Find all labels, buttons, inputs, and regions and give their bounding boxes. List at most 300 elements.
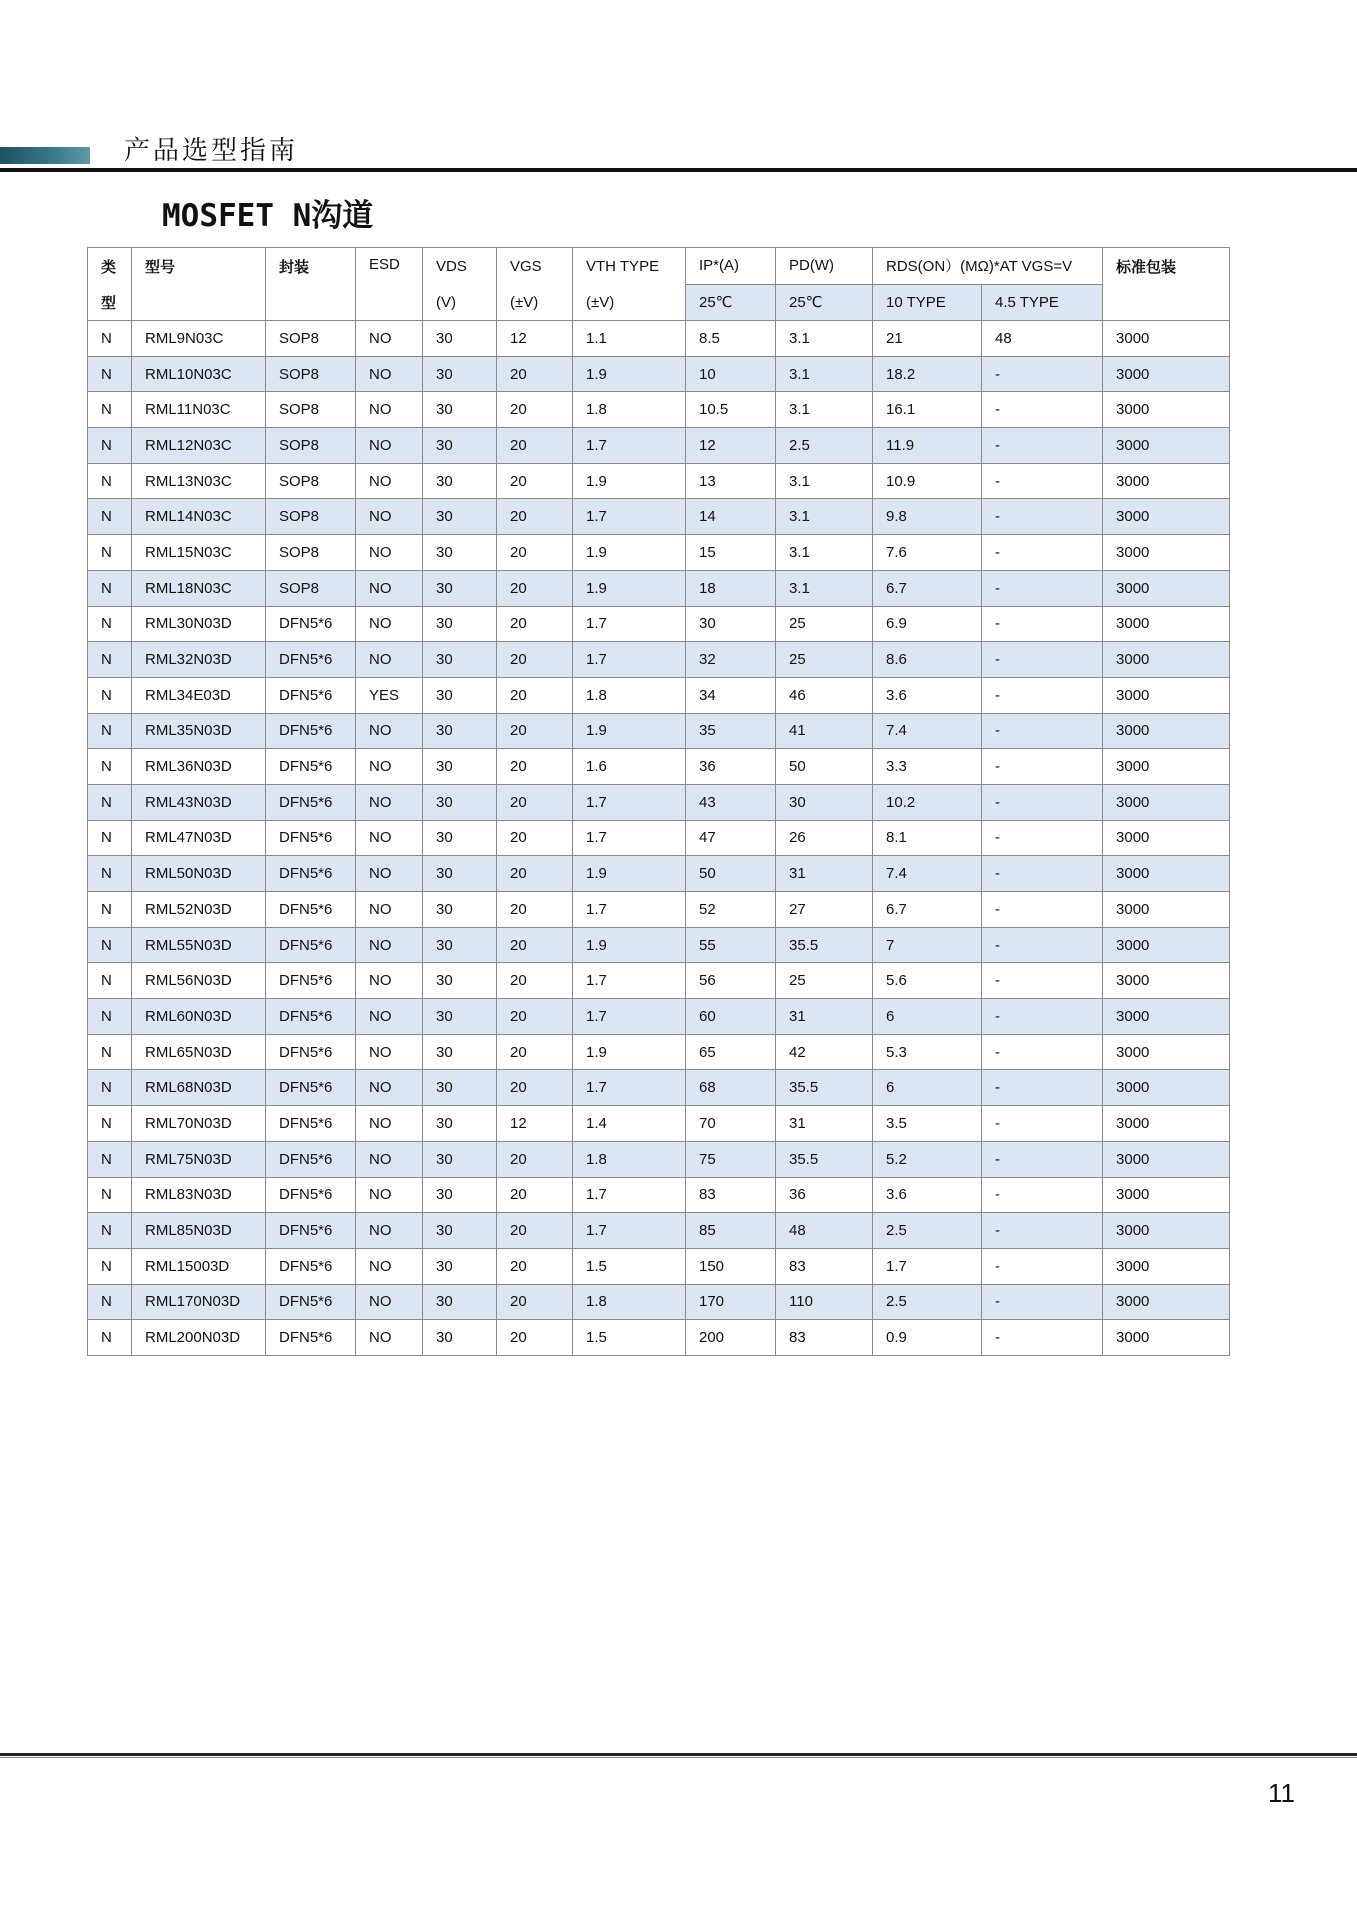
cell-std-pack: 3000 — [1103, 535, 1230, 571]
table-row — [88, 713, 1230, 749]
cell-esd: NO — [356, 321, 423, 357]
cell-model: RML170N03D — [132, 1284, 266, 1320]
cell-model: RML35N03D — [132, 713, 266, 749]
cell-model: RML68N03D — [132, 1070, 266, 1106]
cell-pd: 31 — [776, 1106, 873, 1142]
table-row — [88, 1141, 1230, 1177]
col-std-pack-header: 标准包装 — [1103, 248, 1230, 321]
cell-vgs: 20 — [497, 1177, 573, 1213]
cell-pd: 3.1 — [776, 463, 873, 499]
cell-rds-10: 10.9 — [873, 463, 982, 499]
col-esd-header: ESD — [356, 248, 423, 321]
cell-rds-45: - — [982, 463, 1103, 499]
cell-vth: 1.9 — [573, 356, 686, 392]
cell-esd: NO — [356, 1141, 423, 1177]
cell-pd: 25 — [776, 642, 873, 678]
cell-ip: 14 — [686, 499, 776, 535]
cell-rds-10: 5.6 — [873, 963, 982, 999]
cell-pd: 46 — [776, 677, 873, 713]
cell-vth: 1.7 — [573, 428, 686, 464]
cell-ip: 150 — [686, 1248, 776, 1284]
cell-pd: 31 — [776, 856, 873, 892]
col-model-header: 型号 — [132, 248, 266, 321]
cell-rds-45: - — [982, 1320, 1103, 1356]
col-pd-header: PD(W) — [776, 248, 873, 285]
cell-type: N — [88, 963, 132, 999]
cell-ip: 52 — [686, 892, 776, 928]
cell-rds-10: 6.7 — [873, 892, 982, 928]
cell-esd: NO — [356, 784, 423, 820]
cell-vds: 30 — [423, 321, 497, 357]
cell-package: DFN5*6 — [266, 606, 356, 642]
cell-vgs: 20 — [497, 1141, 573, 1177]
cell-vgs: 20 — [497, 784, 573, 820]
cell-ip: 13 — [686, 463, 776, 499]
cell-rds-45: - — [982, 1034, 1103, 1070]
cell-vth: 1.7 — [573, 999, 686, 1035]
cell-model: RML30N03D — [132, 606, 266, 642]
table-row — [88, 749, 1230, 785]
cell-vgs: 20 — [497, 749, 573, 785]
cell-vds: 30 — [423, 927, 497, 963]
cell-pd: 25 — [776, 606, 873, 642]
cell-model: RML10N03C — [132, 356, 266, 392]
cell-ip: 35 — [686, 713, 776, 749]
cell-vds: 30 — [423, 1320, 497, 1356]
cell-package: DFN5*6 — [266, 927, 356, 963]
cell-rds-10: 7.6 — [873, 535, 982, 571]
cell-vth: 1.8 — [573, 1284, 686, 1320]
table-row — [88, 927, 1230, 963]
cell-vgs: 20 — [497, 1284, 573, 1320]
cell-type: N — [88, 677, 132, 713]
cell-std-pack: 3000 — [1103, 1070, 1230, 1106]
cell-esd: NO — [356, 713, 423, 749]
cell-vgs: 20 — [497, 428, 573, 464]
cell-esd: NO — [356, 999, 423, 1035]
cell-esd: NO — [356, 499, 423, 535]
table-row — [88, 570, 1230, 606]
cell-type: N — [88, 570, 132, 606]
cell-type: N — [88, 1106, 132, 1142]
cell-package: SOP8 — [266, 535, 356, 571]
cell-type: N — [88, 749, 132, 785]
cell-vgs: 20 — [497, 999, 573, 1035]
table-row — [88, 606, 1230, 642]
cell-rds-45: - — [982, 642, 1103, 678]
cell-pd: 30 — [776, 784, 873, 820]
cell-std-pack: 3000 — [1103, 356, 1230, 392]
col-rds-10-header: 10 TYPE — [873, 284, 982, 321]
cell-pd: 41 — [776, 713, 873, 749]
cell-vth: 1.1 — [573, 321, 686, 357]
cell-type: N — [88, 499, 132, 535]
cell-vth: 1.7 — [573, 1070, 686, 1106]
cell-package: DFN5*6 — [266, 1106, 356, 1142]
cell-rds-10: 0.9 — [873, 1320, 982, 1356]
cell-ip: 75 — [686, 1141, 776, 1177]
cell-vgs: 20 — [497, 570, 573, 606]
cell-vth: 1.7 — [573, 784, 686, 820]
cell-type: N — [88, 713, 132, 749]
cell-pd: 27 — [776, 892, 873, 928]
cell-std-pack: 3000 — [1103, 927, 1230, 963]
cell-vth: 1.5 — [573, 1320, 686, 1356]
cell-model: RML70N03D — [132, 1106, 266, 1142]
cell-std-pack: 3000 — [1103, 856, 1230, 892]
cell-esd: NO — [356, 963, 423, 999]
cell-model: RML52N03D — [132, 892, 266, 928]
cell-ip: 170 — [686, 1284, 776, 1320]
cell-vds: 30 — [423, 677, 497, 713]
cell-vgs: 20 — [497, 856, 573, 892]
cell-esd: NO — [356, 1070, 423, 1106]
cell-vgs: 20 — [497, 927, 573, 963]
cell-type: N — [88, 927, 132, 963]
cell-std-pack: 3000 — [1103, 784, 1230, 820]
cell-rds-10: 7.4 — [873, 713, 982, 749]
cell-std-pack: 3000 — [1103, 1213, 1230, 1249]
cell-pd: 31 — [776, 999, 873, 1035]
cell-pd: 2.5 — [776, 428, 873, 464]
cell-rds-10: 3.6 — [873, 677, 982, 713]
cell-vgs: 20 — [497, 606, 573, 642]
col-ip-header: IP*(A) — [686, 248, 776, 285]
cell-ip: 8.5 — [686, 321, 776, 357]
cell-vgs: 20 — [497, 1320, 573, 1356]
cell-vds: 30 — [423, 463, 497, 499]
cell-vds: 30 — [423, 1141, 497, 1177]
cell-std-pack: 3000 — [1103, 999, 1230, 1035]
table-row — [88, 856, 1230, 892]
cell-vgs: 20 — [497, 1070, 573, 1106]
cell-std-pack: 3000 — [1103, 1141, 1230, 1177]
cell-model: RML15003D — [132, 1248, 266, 1284]
col-vds-header: VDS — [423, 248, 497, 285]
cell-vgs: 20 — [497, 677, 573, 713]
col-vds-unit: (V) — [423, 284, 497, 321]
cell-model: RML47N03D — [132, 820, 266, 856]
cell-type: N — [88, 463, 132, 499]
cell-type: N — [88, 535, 132, 571]
cell-ip: 12 — [686, 428, 776, 464]
table-row — [88, 677, 1230, 713]
table-row — [88, 356, 1230, 392]
cell-model: RML75N03D — [132, 1141, 266, 1177]
cell-rds-10: 1.7 — [873, 1248, 982, 1284]
cell-vth: 1.7 — [573, 820, 686, 856]
cell-vth: 1.9 — [573, 713, 686, 749]
cell-model: RML11N03C — [132, 392, 266, 428]
cell-vth: 1.4 — [573, 1106, 686, 1142]
cell-vgs: 20 — [497, 1213, 573, 1249]
cell-package: DFN5*6 — [266, 677, 356, 713]
cell-rds-45: - — [982, 1070, 1103, 1106]
footer-rule — [0, 1753, 1357, 1756]
cell-std-pack: 3000 — [1103, 963, 1230, 999]
cell-type: N — [88, 1320, 132, 1356]
table-row — [88, 963, 1230, 999]
table-row — [88, 1070, 1230, 1106]
table-row — [88, 1177, 1230, 1213]
cell-esd: NO — [356, 392, 423, 428]
cell-type: N — [88, 892, 132, 928]
cell-esd: NO — [356, 820, 423, 856]
cell-vth: 1.8 — [573, 1141, 686, 1177]
cell-package: DFN5*6 — [266, 1034, 356, 1070]
cell-rds-45: - — [982, 392, 1103, 428]
cell-pd: 3.1 — [776, 321, 873, 357]
cell-vgs: 20 — [497, 713, 573, 749]
header-accent-bar — [0, 147, 90, 164]
table-row — [88, 1106, 1230, 1142]
cell-ip: 70 — [686, 1106, 776, 1142]
table-row — [88, 463, 1230, 499]
cell-model: RML50N03D — [132, 856, 266, 892]
cell-package: DFN5*6 — [266, 713, 356, 749]
cell-rds-10: 5.3 — [873, 1034, 982, 1070]
cell-package: DFN5*6 — [266, 1141, 356, 1177]
cell-vds: 30 — [423, 713, 497, 749]
cell-ip: 10.5 — [686, 392, 776, 428]
cell-vth: 1.7 — [573, 1213, 686, 1249]
table-row — [88, 892, 1230, 928]
cell-package: DFN5*6 — [266, 1177, 356, 1213]
cell-rds-10: 5.2 — [873, 1141, 982, 1177]
cell-vgs: 20 — [497, 463, 573, 499]
cell-esd: NO — [356, 356, 423, 392]
cell-esd: NO — [356, 642, 423, 678]
cell-model: RML9N03C — [132, 321, 266, 357]
cell-rds-45: - — [982, 1141, 1103, 1177]
cell-rds-10: 6.9 — [873, 606, 982, 642]
cell-type: N — [88, 642, 132, 678]
cell-rds-10: 18.2 — [873, 356, 982, 392]
cell-vgs: 20 — [497, 1248, 573, 1284]
table-row — [88, 499, 1230, 535]
cell-type: N — [88, 820, 132, 856]
cell-vth: 1.9 — [573, 535, 686, 571]
cell-vth: 1.7 — [573, 642, 686, 678]
cell-esd: NO — [356, 1177, 423, 1213]
cell-rds-45: - — [982, 963, 1103, 999]
cell-vds: 30 — [423, 642, 497, 678]
cell-rds-45: - — [982, 606, 1103, 642]
col-rds-header: RDS(ON）(MΩ)*AT VGS=V — [873, 248, 1103, 285]
cell-vds: 30 — [423, 1284, 497, 1320]
cell-type: N — [88, 321, 132, 357]
cell-std-pack: 3000 — [1103, 1284, 1230, 1320]
cell-model: RML36N03D — [132, 749, 266, 785]
cell-vds: 30 — [423, 1034, 497, 1070]
cell-rds-45: - — [982, 749, 1103, 785]
cell-rds-45: - — [982, 677, 1103, 713]
cell-rds-45: - — [982, 999, 1103, 1035]
cell-vth: 1.9 — [573, 570, 686, 606]
cell-model: RML14N03C — [132, 499, 266, 535]
cell-package: DFN5*6 — [266, 642, 356, 678]
cell-std-pack: 3000 — [1103, 428, 1230, 464]
cell-std-pack: 3000 — [1103, 1248, 1230, 1284]
table-row — [88, 1213, 1230, 1249]
cell-vth: 1.8 — [573, 392, 686, 428]
cell-ip: 32 — [686, 642, 776, 678]
page-number: 11 — [1268, 1778, 1295, 1808]
cell-vds: 30 — [423, 1070, 497, 1106]
header-rule — [0, 168, 1357, 172]
col-ip-unit: 25℃ — [686, 284, 776, 321]
cell-rds-10: 16.1 — [873, 392, 982, 428]
cell-esd: NO — [356, 892, 423, 928]
header-title: 产品选型指南 — [124, 136, 299, 166]
cell-vgs: 20 — [497, 963, 573, 999]
cell-std-pack: 3000 — [1103, 321, 1230, 357]
cell-ip: 34 — [686, 677, 776, 713]
cell-ip: 15 — [686, 535, 776, 571]
cell-rds-10: 2.5 — [873, 1213, 982, 1249]
cell-model: RML15N03C — [132, 535, 266, 571]
cell-rds-45: - — [982, 820, 1103, 856]
cell-type: N — [88, 999, 132, 1035]
table-row — [88, 1034, 1230, 1070]
cell-esd: NO — [356, 856, 423, 892]
cell-rds-45: - — [982, 856, 1103, 892]
cell-esd: NO — [356, 535, 423, 571]
cell-pd: 42 — [776, 1034, 873, 1070]
table-row — [88, 1248, 1230, 1284]
cell-pd: 48 — [776, 1213, 873, 1249]
cell-vds: 30 — [423, 392, 497, 428]
cell-vth: 1.7 — [573, 1177, 686, 1213]
cell-rds-10: 11.9 — [873, 428, 982, 464]
cell-vth: 1.7 — [573, 963, 686, 999]
cell-model: RML18N03C — [132, 570, 266, 606]
cell-esd: NO — [356, 749, 423, 785]
cell-ip: 65 — [686, 1034, 776, 1070]
table-row — [88, 428, 1230, 464]
cell-vds: 30 — [423, 1248, 497, 1284]
cell-esd: NO — [356, 1213, 423, 1249]
cell-rds-45: - — [982, 927, 1103, 963]
cell-vth: 1.7 — [573, 892, 686, 928]
cell-model: RML200N03D — [132, 1320, 266, 1356]
cell-std-pack: 3000 — [1103, 713, 1230, 749]
cell-vds: 30 — [423, 963, 497, 999]
table-row — [88, 784, 1230, 820]
cell-rds-10: 8.1 — [873, 820, 982, 856]
cell-ip: 83 — [686, 1177, 776, 1213]
table-row — [88, 999, 1230, 1035]
cell-esd: NO — [356, 1034, 423, 1070]
cell-package: DFN5*6 — [266, 820, 356, 856]
cell-ip: 36 — [686, 749, 776, 785]
cell-vgs: 20 — [497, 535, 573, 571]
cell-rds-10: 9.8 — [873, 499, 982, 535]
cell-pd: 110 — [776, 1284, 873, 1320]
page-title: MOSFET N沟道 — [162, 198, 374, 234]
col-type-header-2: 型 — [88, 284, 132, 321]
cell-type: N — [88, 1177, 132, 1213]
cell-pd: 3.1 — [776, 356, 873, 392]
cell-vds: 30 — [423, 1213, 497, 1249]
cell-package: SOP8 — [266, 321, 356, 357]
cell-esd: NO — [356, 927, 423, 963]
cell-pd: 3.1 — [776, 535, 873, 571]
cell-rds-10: 6 — [873, 999, 982, 1035]
table-row — [88, 392, 1230, 428]
cell-rds-10: 3.5 — [873, 1106, 982, 1142]
cell-esd: NO — [356, 1248, 423, 1284]
cell-rds-10: 10.2 — [873, 784, 982, 820]
cell-type: N — [88, 1248, 132, 1284]
cell-vds: 30 — [423, 749, 497, 785]
table-row — [88, 642, 1230, 678]
cell-ip: 55 — [686, 927, 776, 963]
cell-std-pack: 3000 — [1103, 749, 1230, 785]
table-row — [88, 535, 1230, 571]
col-vth-unit: (±V) — [573, 284, 686, 321]
cell-vgs: 20 — [497, 499, 573, 535]
cell-std-pack: 3000 — [1103, 392, 1230, 428]
cell-model: RML43N03D — [132, 784, 266, 820]
cell-vds: 30 — [423, 1106, 497, 1142]
cell-std-pack: 3000 — [1103, 892, 1230, 928]
table-header-row-1 — [88, 248, 1230, 285]
cell-vth: 1.9 — [573, 927, 686, 963]
cell-rds-10: 3.6 — [873, 1177, 982, 1213]
cell-vds: 30 — [423, 606, 497, 642]
cell-model: RML32N03D — [132, 642, 266, 678]
cell-rds-45: - — [982, 570, 1103, 606]
cell-package: SOP8 — [266, 463, 356, 499]
cell-vgs: 20 — [497, 356, 573, 392]
cell-ip: 68 — [686, 1070, 776, 1106]
cell-ip: 50 — [686, 856, 776, 892]
cell-vds: 30 — [423, 784, 497, 820]
cell-std-pack: 3000 — [1103, 1034, 1230, 1070]
col-vgs-header: VGS — [497, 248, 573, 285]
cell-pd: 26 — [776, 820, 873, 856]
cell-type: N — [88, 1034, 132, 1070]
cell-type: N — [88, 392, 132, 428]
cell-std-pack: 3000 — [1103, 606, 1230, 642]
cell-esd: NO — [356, 1106, 423, 1142]
cell-vds: 30 — [423, 820, 497, 856]
cell-package: DFN5*6 — [266, 1284, 356, 1320]
cell-std-pack: 3000 — [1103, 677, 1230, 713]
cell-ip: 43 — [686, 784, 776, 820]
cell-package: DFN5*6 — [266, 784, 356, 820]
cell-model: RML60N03D — [132, 999, 266, 1035]
cell-rds-45: - — [982, 356, 1103, 392]
cell-type: N — [88, 1141, 132, 1177]
cell-package: DFN5*6 — [266, 1320, 356, 1356]
cell-model: RML65N03D — [132, 1034, 266, 1070]
cell-esd: NO — [356, 606, 423, 642]
cell-pd: 35.5 — [776, 1070, 873, 1106]
cell-package: DFN5*6 — [266, 963, 356, 999]
cell-rds-45: - — [982, 1177, 1103, 1213]
cell-esd: NO — [356, 1320, 423, 1356]
cell-pd: 3.1 — [776, 499, 873, 535]
cell-std-pack: 3000 — [1103, 1320, 1230, 1356]
cell-ip: 10 — [686, 356, 776, 392]
cell-vth: 1.6 — [573, 749, 686, 785]
cell-esd: YES — [356, 677, 423, 713]
cell-std-pack: 3000 — [1103, 1106, 1230, 1142]
cell-pd: 50 — [776, 749, 873, 785]
cell-vgs: 12 — [497, 321, 573, 357]
